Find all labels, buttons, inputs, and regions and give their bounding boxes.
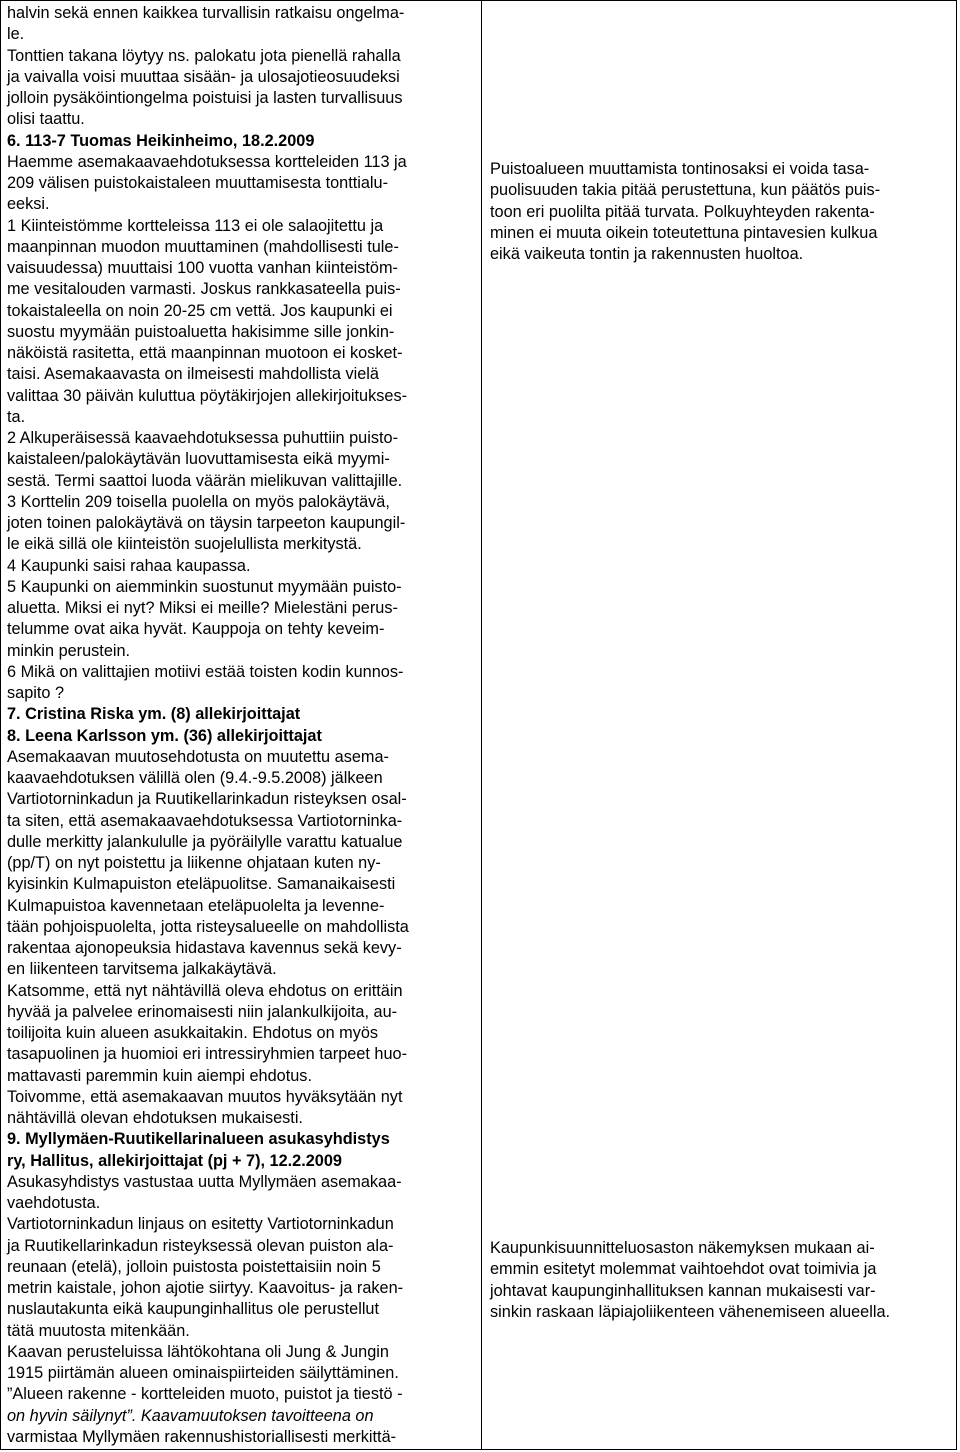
text-line: minkin perustein. xyxy=(7,641,131,660)
response-line: johtavat kaupunginhallituksen kannan mukaisesti var- xyxy=(490,1281,876,1300)
response-line: sinkin raskaan läpiajoliikenteen vähenemiseen alueella. xyxy=(490,1302,891,1321)
text-line: sapito ? xyxy=(7,684,65,702)
text-line: ja vaivalla voisi muuttaa sisään- ja ulosajotieosuudeksi xyxy=(7,67,400,86)
text-line: valittaa 30 päivän kuluttua pöytäkirjojen allekirjoitukses- xyxy=(7,386,408,405)
text-line: tään pohjoispuolelta, jotta risteysalueelle on mahdollista xyxy=(7,917,409,936)
text-line: toilijoita kuin alueen asukkaitakin. Ehdotus on myös xyxy=(7,1024,379,1042)
text-line: Haemme asemakaavaehdotuksessa kortteleiden 113 ja xyxy=(7,152,407,171)
text-line: Asemakaavan muutosehdotusta on muutettu asema- xyxy=(7,747,389,766)
text-line: le. xyxy=(7,25,25,44)
response-line: minen ei muuta oikein toteutettuna pintavesien kulkua xyxy=(490,223,878,242)
response-line: puolisuuden takia pitää perustettuna, kun päätös puis- xyxy=(490,181,881,200)
response-line: emmin esitetyt molemmat vaihtoehdot ovat toimivia ja xyxy=(490,1260,877,1279)
column-divider xyxy=(481,1,482,1449)
text-line: ta. xyxy=(7,407,26,426)
text-line: 209 välisen puistokaistaleen muuttamisesta tonttialu- xyxy=(7,174,389,192)
text-line: nähtävillä olevan ehdotuksen mukaisesti. xyxy=(7,1109,303,1127)
text-line: taisi. Asemakaavasta on ilmeisesti mahdollista vielä xyxy=(7,365,379,384)
text-line: Asukasyhdistys vastustaa uutta Myllymäen asemakaa- xyxy=(7,1172,402,1191)
text-line: 4 Kaupunki saisi rahaa kaupassa. xyxy=(7,556,251,575)
text-line: ”Alueen rakenne - kortteleiden muoto, puistot ja tiestö - xyxy=(7,1385,403,1404)
section-heading-9-cont: ry, Hallitus, allekirjoittajat (pj + 7), 12.2.2009 xyxy=(7,1151,342,1170)
text-line: en liikenteen tarvitsema jalkakäytävä. xyxy=(7,960,277,979)
text-line: eeksi. xyxy=(7,195,50,214)
text-line: olisi taattu. xyxy=(7,110,85,129)
text-line: tokaistaleella on noin 20-25 cm vettä. Jos kaupunki ei xyxy=(7,301,393,320)
response-line: Kaupunkisuunnitteluosaston näkemyksen mukaan ai- xyxy=(490,1239,875,1257)
text-line: suostu myymään puistoaluetta hakisimme sille jonkin- xyxy=(7,322,395,341)
text-line: 3 Korttelin 209 toisella puolella on myös palokäytävä, xyxy=(7,492,390,511)
text-line: Vartiotorninkadun ja Ruutikellarinkadun risteyksen osal- xyxy=(7,790,407,809)
text-line: näköistä rasitetta, että maanpinnan muotoon ei kosket- xyxy=(7,344,403,362)
text-line: 5 Kaupunki on aiemminkin suostunut myymään puisto- xyxy=(7,577,402,596)
text-line: ta siten, että asemakaavaehdotuksessa Vartiotorninka- xyxy=(7,811,403,830)
text-line: varmistaa Myllymäen rakennushistoriallisesti merkittä- xyxy=(7,1427,397,1446)
response-line: eikä vaikeuta tontin ja rakennusten huoltoa. xyxy=(490,245,804,263)
text-line: Katsomme, että nyt nähtävillä oleva ehdotus on erittäin xyxy=(7,981,403,1000)
text-line: mattavasti paremmin kuin aiempi ehdotus. xyxy=(7,1066,312,1085)
text-line: 1915 piirtämän alueen ominaispiirteiden säilyttäminen. xyxy=(7,1364,399,1382)
text-line: kaistaleen/palokäytävän luovuttamisesta eikä myymi- xyxy=(7,450,390,469)
text-line: kaavaehdotuksen välillä olen (9.4.-9.5.2008) jälkeen xyxy=(7,769,383,787)
section-heading-7: 7. Cristina Riska ym. (8) allekirjoittajat xyxy=(7,705,301,724)
right-column-response-1 xyxy=(490,159,950,265)
quote-line: on hyvin säilynyt”. Kaavamuutoksen tavoitteena on xyxy=(7,1406,374,1425)
text-line: me vesitalouden varmasti. Joskus rankkasateella puis- xyxy=(7,280,401,299)
section-heading-9: 9. Myllymäen-Ruutikellarinalueen asukasyhdistys xyxy=(7,1130,390,1149)
right-column-response-2 xyxy=(490,1238,950,1323)
section-heading-6: 6. 113-7 Tuomas Heikinheimo, 18.2.2009 xyxy=(7,131,315,150)
text-line: halvin sekä ennen kaikkea turvallisin ratkaisu ongelma- xyxy=(7,4,405,22)
text-line: metrin kaistale, johon ajotie siirtyy. Kaavoitus- ja raken- xyxy=(7,1279,404,1297)
text-line: vaisuudessa) muuttaisi 100 vuotta vanhan kiinteistöm- xyxy=(7,259,398,277)
text-line: ja Ruutikellarinkadun risteyksessä olevan puiston ala- xyxy=(7,1236,394,1255)
text-line: joten toinen palokäytävä on täysin tarpeeton kaupungil- xyxy=(7,514,406,532)
text-line: (pp/T) on nyt poistettu ja liikenne ohjataan kuten ny- xyxy=(7,854,381,872)
text-line: sestä. Termi saattoi luoda väärän mielikuvan valittajille. xyxy=(7,471,403,490)
text-line: aluetta. Miksi ei nyt? Miksi ei meille? Mielestäni perus- xyxy=(7,599,398,617)
text-line: jolloin pysäköintiongelma poistuisi ja lasten turvallisuus xyxy=(7,89,403,107)
text-line: tasapuolinen ja huomioi eri intressiryhmien tarpeet huo- xyxy=(7,1045,408,1064)
response-line: toon eri puolilta pitää turvata. Polkuyhteyden rakenta- xyxy=(490,202,875,221)
text-line: reunaan (etelä), jolloin puistosta poistettaisiin noin 5 xyxy=(7,1257,381,1276)
text-line: Vartiotorninkadun linjaus on esitetty Vartiotorninkadun xyxy=(7,1215,394,1234)
text-line: telumme ovat aika hyvät. Kauppoja on tehty keveim- xyxy=(7,620,385,639)
text-line: tätä muutosta mitenkään. xyxy=(7,1321,190,1340)
text-line: hyvää ja palvelee erinomaisesti niin jalankulkijoita, au- xyxy=(7,1002,398,1021)
text-line: maanpinnan muodon muuttaminen (mahdollisesti tule- xyxy=(7,237,399,256)
left-column xyxy=(7,3,475,1448)
text-line: nuslautakunta eikä kaupunginhallitus ole perustellut xyxy=(7,1300,380,1319)
text-line: Toivomme, että asemakaavan muutos hyväksytään nyt xyxy=(7,1087,403,1106)
text-line: dulle merkitty jalankululle ja pyöräilylle varattu katualue xyxy=(7,832,403,851)
text-line: kyisinkin Kulmapuiston eteläpuolitse. Samanaikaisesti xyxy=(7,875,396,894)
section-heading-8: 8. Leena Karlsson ym. (36) allekirjoittajat xyxy=(7,726,322,745)
text-line: 1 Kiinteistömme kortteleissa 113 ei ole salaojitettu ja xyxy=(7,216,384,235)
response-line: Puistoalueen muuttamista tontinosaksi ei voida tasa- xyxy=(490,160,870,178)
text-line: rakentaa ajonopeuksia hidastava kavennus sekä kevy- xyxy=(7,939,402,957)
text-line: Tonttien takana löytyy ns. palokatu jota pienellä rahalla xyxy=(7,46,401,65)
text-line: le eikä sillä ole kiinteistön suojelullista merkitystä. xyxy=(7,535,362,554)
text-line: 2 Alkuperäisessä kaavaehdotuksessa puhuttiin puisto- xyxy=(7,429,398,447)
text-line: Kaavan perusteluissa lähtökohtana oli Jung & Jungin xyxy=(7,1342,389,1361)
text-line: Kulmapuistoa kavennetaan eteläpuolelta ja levenne- xyxy=(7,896,385,915)
text-line: vaehdotusta. xyxy=(7,1194,101,1212)
text-line: 6 Mikä on valittajien motiivi estää toisten kodin kunnos- xyxy=(7,662,404,681)
